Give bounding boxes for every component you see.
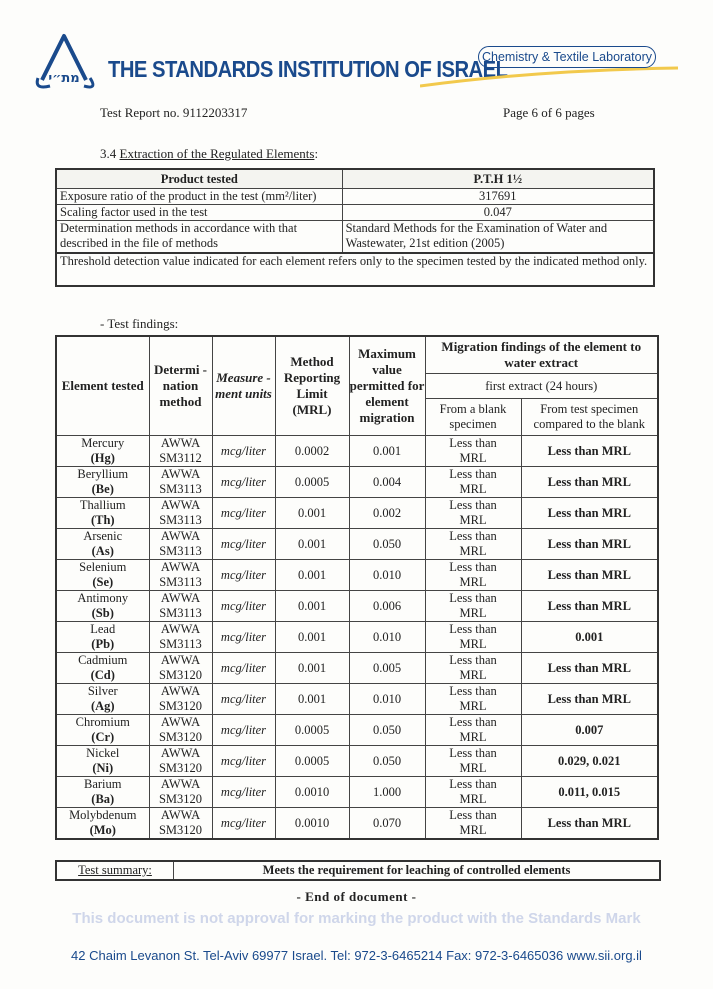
method-line1: AWWA — [160, 467, 201, 481]
method-cell — [149, 653, 212, 684]
element-symbol: (Hg) — [90, 451, 115, 465]
blank-cell — [425, 560, 521, 591]
method-line1: AWWA — [160, 622, 201, 636]
element-cell — [56, 529, 149, 560]
method-cell — [149, 684, 212, 715]
method-cell — [149, 622, 212, 653]
header-element: Element tested — [56, 336, 149, 436]
element-name: Arsenic — [83, 529, 123, 543]
sii-logo — [34, 28, 104, 90]
blank-line1: Less than — [449, 560, 497, 574]
element-name: Molybdenum — [69, 808, 137, 822]
blank-cell — [425, 653, 521, 684]
element-cell — [56, 591, 149, 622]
method-line1: AWWA — [160, 808, 201, 822]
element-name: Antimony — [77, 591, 129, 605]
method-line2: SM3120 — [158, 730, 203, 744]
method-line1: AWWA — [160, 436, 201, 450]
method-line2: SM3113 — [159, 575, 202, 589]
element-cell — [56, 684, 149, 715]
element-symbol: (Se) — [92, 575, 114, 589]
product-row-value: 0.047 — [342, 205, 654, 221]
max-cell: 0.001 — [349, 436, 425, 467]
mrl-cell: 0.001 — [275, 529, 349, 560]
max-cell: 0.004 — [349, 467, 425, 498]
blank-line1: Less than — [449, 436, 497, 450]
table-row — [56, 622, 658, 653]
element-cell — [56, 715, 149, 746]
blank-line2: MRL — [459, 823, 487, 837]
header-migration: Migration findings of the element to water extract — [425, 336, 658, 374]
result-cell: 0.029, 0.021 — [521, 746, 658, 777]
element-name: Chromium — [75, 715, 130, 729]
threshold-note: Threshold detection value indicated for each element refers only to the specimen tested by the indicated method only. — [56, 253, 654, 286]
findings-table — [55, 335, 659, 840]
summary-label: Test summary: — [57, 862, 174, 879]
element-cell — [56, 777, 149, 808]
method-line1: AWWA — [160, 684, 201, 698]
product-row — [56, 189, 654, 205]
section-colon: : — [314, 146, 319, 161]
table-row — [56, 684, 658, 715]
table-row — [56, 746, 658, 777]
element-cell — [56, 622, 149, 653]
blank-cell — [425, 436, 521, 467]
units-cell: mcg/liter — [212, 684, 275, 715]
header-max: Maximum value permitted for element migration — [349, 336, 425, 436]
mrl-cell: 0.0002 — [275, 436, 349, 467]
product-row-label: Exposure ratio of the product in the test (mm²/liter) — [56, 189, 342, 205]
result-cell: Less than MRL — [521, 653, 658, 684]
blank-cell — [425, 684, 521, 715]
method-line2: SM3120 — [158, 823, 203, 837]
findings-label: - Test findings: — [100, 316, 179, 331]
report-number: Test Report no. 9112203317 — [100, 105, 248, 120]
units-cell: mcg/liter — [212, 560, 275, 591]
blank-cell — [425, 498, 521, 529]
element-symbol: (Th) — [90, 513, 115, 527]
result-cell: Less than MRL — [521, 591, 658, 622]
units-cell: mcg/liter — [212, 808, 275, 840]
method-cell — [149, 436, 212, 467]
blank-line1: Less than — [449, 622, 497, 636]
product-row — [56, 205, 654, 221]
table-row — [56, 560, 658, 591]
element-name: Silver — [87, 684, 118, 698]
blank-cell — [425, 777, 521, 808]
element-cell — [56, 653, 149, 684]
findings-body — [56, 436, 658, 840]
header-specimen: From test specimen compared to the blank — [521, 399, 658, 436]
element-cell — [56, 808, 149, 840]
method-cell — [149, 467, 212, 498]
mrl-cell: 0.0010 — [275, 777, 349, 808]
table-row — [56, 498, 658, 529]
mrl-cell: 0.001 — [275, 684, 349, 715]
blank-line2: MRL — [459, 575, 487, 589]
method-line1: AWWA — [160, 746, 201, 760]
blank-line1: Less than — [449, 746, 497, 760]
product-header-value: P.T.H 1½ — [342, 169, 654, 189]
method-line1: AWWA — [160, 653, 201, 667]
mrl-cell: 0.001 — [275, 560, 349, 591]
blank-cell — [425, 591, 521, 622]
blank-line2: MRL — [459, 451, 487, 465]
method-line1: AWWA — [160, 777, 201, 791]
logo-text: מת״י — [48, 71, 80, 86]
mrl-cell: 0.001 — [275, 591, 349, 622]
units-cell: mcg/liter — [212, 622, 275, 653]
product-header-label: Product tested — [56, 169, 342, 189]
method-cell — [149, 715, 212, 746]
element-cell — [56, 498, 149, 529]
result-cell: Less than MRL — [521, 529, 658, 560]
blank-line2: MRL — [459, 544, 487, 558]
table-row — [56, 715, 658, 746]
blank-cell — [425, 715, 521, 746]
result-cell: 0.007 — [521, 715, 658, 746]
section-title — [100, 146, 318, 162]
blank-line2: MRL — [459, 513, 487, 527]
method-line2: SM3113 — [159, 482, 202, 496]
element-name: Barium — [84, 777, 122, 791]
element-name: Thallium — [79, 498, 126, 512]
blank-line2: MRL — [459, 482, 487, 496]
header-blank: From a blank specimen — [425, 399, 521, 436]
blank-cell — [425, 529, 521, 560]
method-cell — [149, 591, 212, 622]
element-symbol: (Sb) — [91, 606, 114, 620]
method-line1: AWWA — [160, 498, 201, 512]
units-cell: mcg/liter — [212, 746, 275, 777]
blank-line1: Less than — [449, 684, 497, 698]
blank-line2: MRL — [459, 761, 487, 775]
mrl-cell: 0.001 — [275, 653, 349, 684]
blank-line2: MRL — [459, 699, 487, 713]
table-row — [56, 653, 658, 684]
header-mrl: Method Reporting Limit (MRL) — [275, 336, 349, 436]
element-symbol: (Cr) — [91, 730, 115, 744]
element-cell — [56, 467, 149, 498]
blank-line1: Less than — [449, 498, 497, 512]
mrl-cell: 0.0005 — [275, 715, 349, 746]
product-row-label: Determination methods in accordance with that described in the file of methods — [56, 221, 342, 254]
table-row — [56, 808, 658, 840]
product-row — [56, 221, 654, 254]
blank-line2: MRL — [459, 606, 487, 620]
test-summary — [55, 860, 661, 881]
disclaimer-watermark: This document is not approval for marking the product with the Standards Mark — [72, 910, 641, 927]
units-cell: mcg/liter — [212, 591, 275, 622]
max-cell: 0.010 — [349, 684, 425, 715]
element-symbol: (Ag) — [90, 699, 115, 713]
mrl-cell: 0.001 — [275, 498, 349, 529]
blank-line1: Less than — [449, 653, 497, 667]
result-cell: Less than MRL — [521, 498, 658, 529]
result-cell: Less than MRL — [521, 808, 658, 840]
max-cell: 0.005 — [349, 653, 425, 684]
max-cell: 1.000 — [349, 777, 425, 808]
units-cell: mcg/liter — [212, 498, 275, 529]
blank-line2: MRL — [459, 668, 487, 682]
units-cell: mcg/liter — [212, 529, 275, 560]
blank-line1: Less than — [449, 529, 497, 543]
element-symbol: (Be) — [91, 482, 114, 496]
blank-line1: Less than — [449, 591, 497, 605]
end-of-document: - End of document - — [296, 889, 417, 904]
table-row — [56, 591, 658, 622]
method-line2: SM3112 — [159, 451, 202, 465]
product-row-label: Scaling factor used in the test — [56, 205, 342, 221]
method-line2: SM3113 — [159, 513, 202, 527]
header-method: Determi -nation method — [149, 336, 212, 436]
mrl-cell: 0.0005 — [275, 467, 349, 498]
element-cell — [56, 436, 149, 467]
blank-line1: Less than — [449, 467, 497, 481]
result-cell: Less than MRL — [521, 560, 658, 591]
blank-cell — [425, 746, 521, 777]
method-line2: SM3120 — [158, 792, 203, 806]
max-cell: 0.050 — [349, 529, 425, 560]
blank-line2: MRL — [459, 730, 487, 744]
max-cell: 0.002 — [349, 498, 425, 529]
footer-address: 42 Chaim Levanon St. Tel-Aviv 69977 Israel. Tel: 972-3-6465214 Fax: 972-3-6465036 www.sii.org.il — [71, 948, 642, 963]
result-cell: Less than MRL — [521, 436, 658, 467]
element-symbol: (Ba) — [91, 792, 115, 806]
method-line2: SM3120 — [158, 761, 203, 775]
method-line1: AWWA — [160, 591, 201, 605]
element-symbol: (As) — [91, 544, 114, 558]
units-cell: mcg/liter — [212, 467, 275, 498]
max-cell: 0.010 — [349, 560, 425, 591]
mrl-cell: 0.0005 — [275, 746, 349, 777]
max-cell: 0.050 — [349, 715, 425, 746]
blank-line2: MRL — [459, 792, 487, 806]
table-row — [56, 436, 658, 467]
product-row-value: 317691 — [342, 189, 654, 205]
method-cell — [149, 529, 212, 560]
method-line2: SM3120 — [158, 699, 203, 713]
table-row — [56, 467, 658, 498]
max-cell: 0.010 — [349, 622, 425, 653]
max-cell: 0.006 — [349, 591, 425, 622]
product-row-value: Standard Methods for the Examination of Water and Wastewater, 21st edition (2005) — [342, 221, 654, 254]
header-extract: first extract (24 hours) — [425, 374, 658, 399]
units-cell: mcg/liter — [212, 715, 275, 746]
mrl-cell: 0.0010 — [275, 808, 349, 840]
result-cell: 0.011, 0.015 — [521, 777, 658, 808]
units-cell: mcg/liter — [212, 777, 275, 808]
method-cell — [149, 746, 212, 777]
method-line1: AWWA — [160, 529, 201, 543]
element-name: Nickel — [86, 746, 120, 760]
units-cell: mcg/liter — [212, 436, 275, 467]
table-row — [56, 777, 658, 808]
institution-name: THE STANDARDS INSTITUTION OF ISRAEL — [108, 56, 508, 82]
method-line2: SM3113 — [159, 606, 202, 620]
blank-line1: Less than — [449, 777, 497, 791]
element-name: Cadmium — [78, 653, 128, 667]
max-cell: 0.070 — [349, 808, 425, 840]
element-symbol: (Cd) — [90, 668, 115, 682]
element-symbol: (Pb) — [91, 637, 115, 651]
element-symbol: (Ni) — [92, 761, 114, 775]
method-line2: SM3113 — [159, 637, 202, 651]
result-cell: 0.001 — [521, 622, 658, 653]
blank-line1: Less than — [449, 808, 497, 822]
element-name: Lead — [90, 622, 116, 636]
blank-cell — [425, 622, 521, 653]
units-cell: mcg/liter — [212, 653, 275, 684]
element-name: Beryllium — [77, 467, 129, 481]
element-name: Selenium — [79, 560, 127, 574]
max-cell: 0.050 — [349, 746, 425, 777]
lab-badge: Chemistry & Textile Laboratory — [478, 46, 656, 68]
method-line1: AWWA — [160, 560, 201, 574]
method-line2: SM3113 — [159, 544, 202, 558]
product-table — [55, 168, 655, 287]
method-line1: AWWA — [160, 715, 201, 729]
page-number: Page 6 of 6 pages — [503, 105, 595, 120]
element-name: Mercury — [81, 436, 125, 450]
blank-cell — [425, 808, 521, 840]
section-heading: Extraction of the Regulated Elements — [119, 146, 315, 161]
result-cell: Less than MRL — [521, 684, 658, 715]
method-cell — [149, 777, 212, 808]
method-cell — [149, 560, 212, 591]
element-cell — [56, 746, 149, 777]
element-symbol: (Mo) — [89, 823, 116, 837]
method-line2: SM3120 — [158, 668, 203, 682]
mrl-cell: 0.001 — [275, 622, 349, 653]
header-units: Measure -ment units — [212, 336, 275, 436]
method-cell — [149, 498, 212, 529]
result-cell: Less than MRL — [521, 467, 658, 498]
blank-line1: Less than — [449, 715, 497, 729]
blank-line2: MRL — [459, 637, 487, 651]
element-cell — [56, 560, 149, 591]
table-row — [56, 529, 658, 560]
summary-text: Meets the requirement for leaching of controlled elements — [262, 863, 571, 877]
section-number: 3.4 — [100, 146, 117, 161]
method-cell — [149, 808, 212, 840]
blank-cell — [425, 467, 521, 498]
